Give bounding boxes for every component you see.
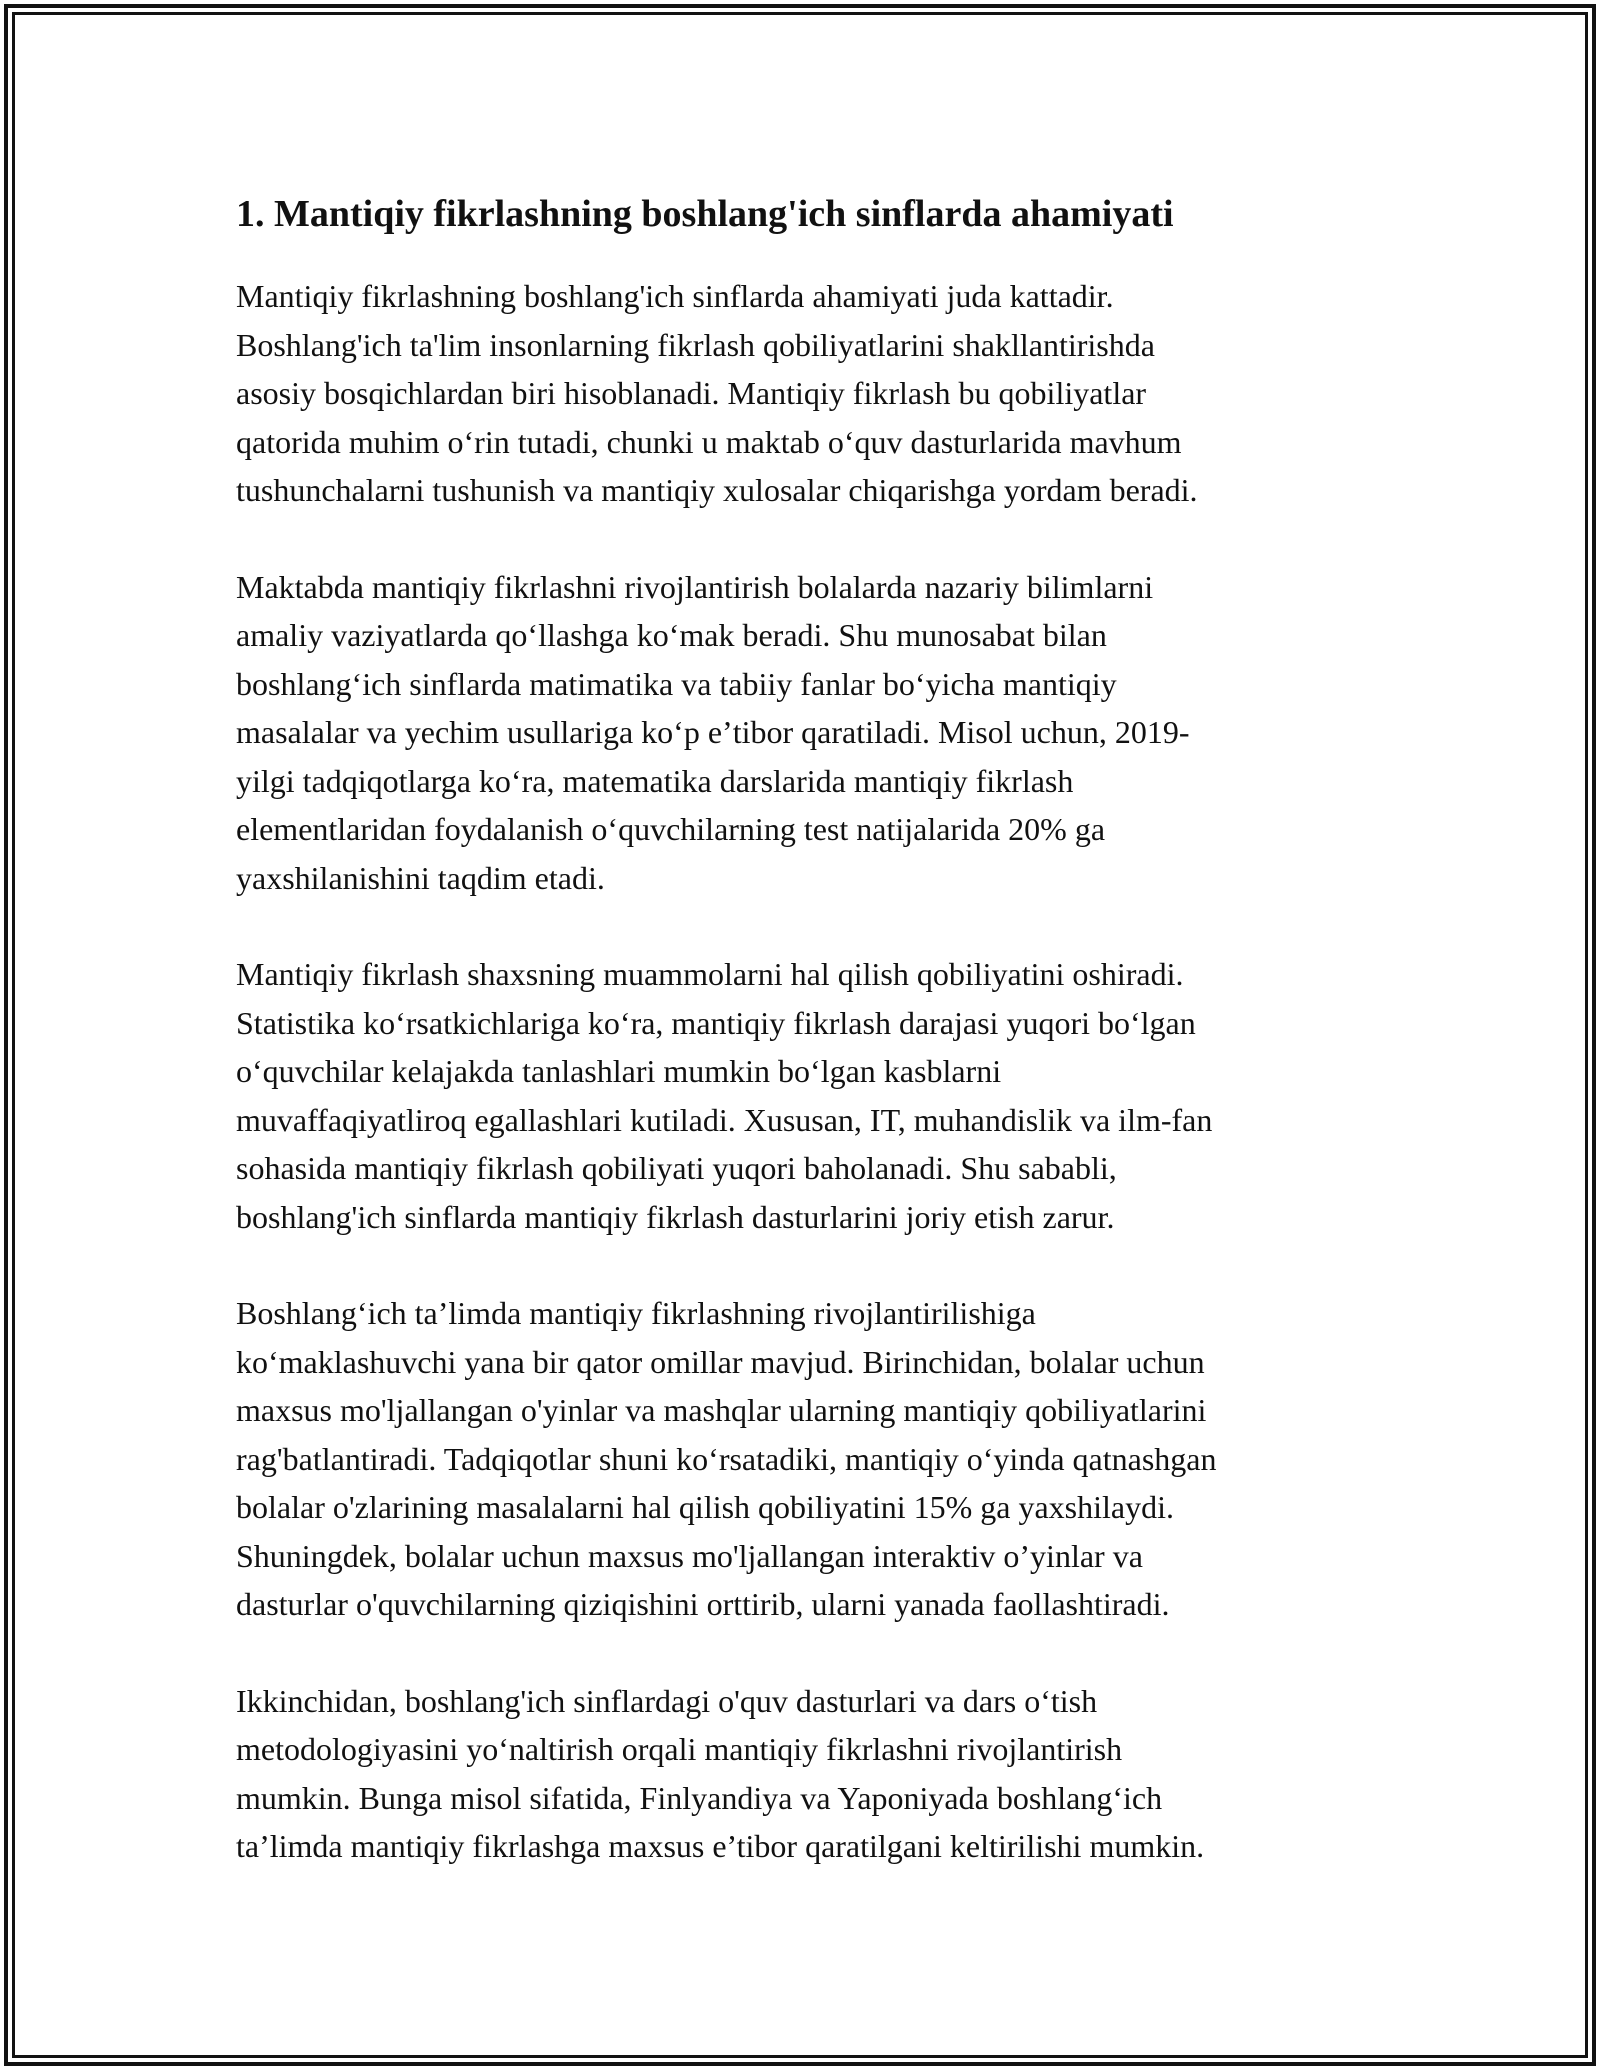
paragraph-line: Mantiqiy fikrlashning boshlang'ich sinflarda ahamiyati juda kattadir. xyxy=(236,278,1114,314)
paragraph-line: mumkin. Bunga misol sifatida, Finlyandiya va Yaponiyada boshlangʻich xyxy=(236,1779,1163,1816)
paragraph-line: muvaffaqiyatliroq egallashlari kutiladi. Xususan, IT, muhandislik va ilm-fan xyxy=(236,1101,1213,1138)
paragraph-line: boshlang'ich sinflarda mantiqiy fikrlash dasturlarini joriy etish zarur. xyxy=(236,1198,1115,1235)
paragraph-line: asosiy bosqichlardan biri hisoblanadi. Mantiqiy fikrlash bu qobiliyatlar xyxy=(236,375,1147,411)
paragraph-line: yilgi tadqiqotlarga koʻra, matematika darslarida mantiqiy fikrlash xyxy=(236,762,1074,799)
paragraph-line: metodologiyasini yoʻnaltirish orqali mantiqiy fikrlashni rivojlantirish xyxy=(236,1731,1123,1767)
paragraph-line: Statistika koʻrsatkichlariga koʻra, mantiqiy fikrlash darajasi yuqori boʻlgan xyxy=(236,1004,1196,1041)
paragraph-line: Shuningdek, bolalar uchun maxsus mo'ljallangan interaktiv o’yinlar va xyxy=(236,1537,1143,1574)
paragraph-line: masalalar va yechim usullariga koʻp eʼtibor qaratiladi. Misol uchun, 2019- xyxy=(236,714,1190,750)
section-heading: 1. Mantiqiy fikrlashning boshlang'ich sinflarda ahamiyati xyxy=(236,193,1174,235)
paragraph-line: ta’limda mantiqiy fikrlashga maxsus e’tibor qaratilgani keltirilishi mumkin. xyxy=(236,1828,1205,1864)
paragraph-line: maxsus mo'ljallangan o'yinlar va mashqlar ularning mantiqiy qobiliyatlarini xyxy=(236,1392,1207,1428)
paragraph-5 xyxy=(236,1677,1376,1871)
paragraph-line: dasturlar o'quvchilarning qiziqishini orttirib, ularni yanada faollashtiradi. xyxy=(236,1586,1170,1622)
document-body xyxy=(236,186,1376,1919)
paragraph-line: bolalar o'zlarining masalalarni hal qilish qobiliyatini 15% ga yaxshilaydi. xyxy=(236,1489,1174,1525)
paragraph-line: Maktabda mantiqiy fikrlashni rivojlantirish bolalarda nazariy bilimlarni xyxy=(236,568,1154,605)
paragraph-line: Ikkinchidan, boshlang'ich sinflardagi o'quv dasturlari va dars oʻtish xyxy=(236,1682,1098,1719)
paragraph-line: koʻmaklashuvchi yana bir qator omillar mavjud. Birinchidan, bolalar uchun xyxy=(236,1343,1205,1380)
paragraph-line: rag'batlantiradi. Tadqiqotlar shuni koʻrsatadiki, mantiqiy oʻyinda qatnashgan xyxy=(236,1440,1217,1477)
paragraph-line: Boshlang'ich ta'lim insonlarning fikrlash qobiliyatlarini shakllantirishda xyxy=(236,326,1155,363)
paragraph-line: Boshlangʻich ta’limda mantiqiy fikrlashning rivojlantirilishiga xyxy=(236,1295,1036,1331)
paragraph-line: elementlaridan foydalanish oʻquvchilarning test natijalarida 20% ga xyxy=(236,811,1106,847)
paragraph-2 xyxy=(236,563,1376,903)
paragraph-line: qatorida muhim oʻrin tutadi, chunki u maktab oʻquv dasturlarida mavhum xyxy=(236,423,1182,460)
paragraph-line: boshlangʻich sinflarda matimatika va tabiiy fanlar boʻyicha mantiqiy xyxy=(236,665,1117,702)
paragraph-line: Mantiqiy fikrlash shaxsning muammolarni hal qilish qobiliyatini oshiradi. xyxy=(236,956,1184,992)
paragraph-1 xyxy=(236,272,1376,515)
paragraph-line: amaliy vaziyatlarda qoʻllashga koʻmak beradi. Shu munosabat bilan xyxy=(236,617,1107,653)
paragraph-line: tushunchalarni tushunish va mantiqiy xulosalar chiqarishga yordam beradi. xyxy=(236,472,1198,508)
paragraph-4 xyxy=(236,1289,1376,1629)
paragraph-3 xyxy=(236,950,1376,1241)
paragraph-line: sohasida mantiqiy fikrlash qobiliyati yuqori baholanadi. Shu sababli, xyxy=(236,1150,1117,1186)
paragraph-line: yaxshilanishini taqdim etadi. xyxy=(236,859,605,896)
paragraph-line: oʻquvchilar kelajakda tanlashlari mumkin boʻlgan kasblarni xyxy=(236,1053,1002,1089)
